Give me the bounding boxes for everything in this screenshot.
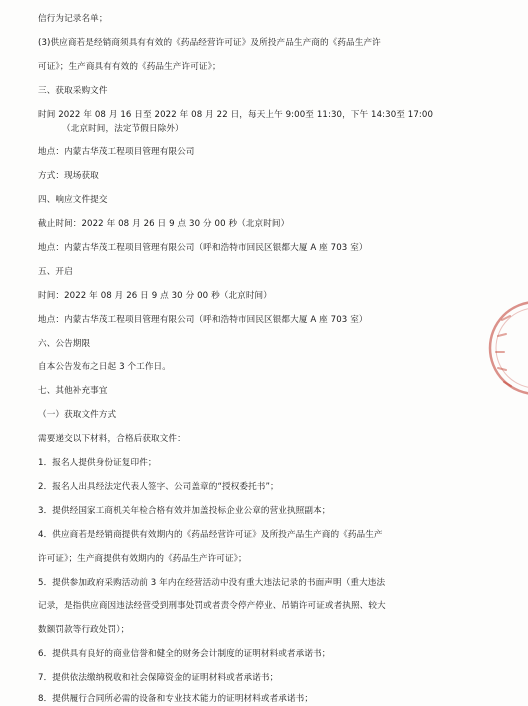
text-line: 地点：内蒙古华茂工程项目管理有限公司 xyxy=(38,147,195,157)
list-item: 2．报名人出具经法定代表人签字、公司盖章的“授权委托书”； xyxy=(38,482,279,492)
text-line: （北京时间，法定节假日除外） xyxy=(62,124,184,134)
list-item: 4．供应商若是经销商提供有效期内的《药品经营许可证》及所投产品生产商的《药品生产 xyxy=(38,530,383,540)
sub-heading: （一）获取文件方式 xyxy=(38,410,117,420)
text-line: 自本公告发布之日起 3 个工作日。 xyxy=(38,362,171,372)
list-item: 5．提供参加政府采购活动前 3 年内在经营活动中没有重大违法记录的书面声明（重大违法 xyxy=(38,578,386,588)
list-item: 7．提供依法缴纳税收和社会保障资金的证明材料或者承诺书； xyxy=(38,673,279,683)
list-item: 3．提供经国家工商机关年检合格有效并加盖投标企业公章的营业执照副本； xyxy=(38,506,331,516)
text-line: 时间：2022 年 08 月 26 日 9 点 30 分 00 秒（北京时间） xyxy=(38,291,272,301)
section-heading: 五、开启 xyxy=(38,267,73,277)
text-line: 可证》；生产商具有有效的《药品生产许可证》； xyxy=(38,62,221,72)
list-item: 许可证》；生产商提供有效期内的《药品生产许可证》； xyxy=(38,554,247,564)
list-item: 记录，是指供应商因违法经营受到刑事处罚或者责令停产停业、吊销许可证或者执照、较大 xyxy=(38,601,386,611)
list-item: 6．提供具有良好的商业信誉和健全的财务会计制度的证明材料或者承诺书； xyxy=(38,649,331,659)
text-line: 截止时间：2022 年 08 月 26 日 9 点 30 分 00 秒（北京时间） xyxy=(38,219,290,229)
section-heading: 三、获取采购文件 xyxy=(38,86,108,96)
text-line: 时间 2022 年 08 月 16 日至 2022 年 08 月 22 日，每天上午 9:00至 11:30，下午 14:30至 17:00 xyxy=(38,110,434,120)
text-line: 地点：内蒙古华茂工程项目管理有限公司（呼和浩特市回民区银都大厦 A 座 703 室） xyxy=(38,315,368,325)
text-line: 方式：现场获取 xyxy=(38,171,99,181)
section-heading: 六、公告期限 xyxy=(38,339,91,349)
text-line: (3)供应商若是经销商须具有有效的《药品经营许可证》及所投产品生产商的《药品生产许 xyxy=(38,38,381,48)
text-line: 需要递交以下材料，合格后获取文件： xyxy=(38,434,186,444)
list-item: 数额罚款等行政处罚）； xyxy=(38,625,130,635)
section-heading: 七、其他补充事宜 xyxy=(38,386,108,396)
text-line: 地点：内蒙古华茂工程项目管理有限公司（呼和浩特市回民区银都大厦 A 座 703 室） xyxy=(38,243,368,253)
list-item: 1．报名人提供身份证复印件； xyxy=(38,458,157,468)
seal-stamp xyxy=(480,296,528,400)
list-item: 8．提供履行合同所必需的设备和专业技术能力的证明材料或者承诺书； xyxy=(38,694,314,704)
section-heading: 四、响应文件提交 xyxy=(38,195,108,205)
text-line: 信行为记录名单； xyxy=(38,14,108,24)
